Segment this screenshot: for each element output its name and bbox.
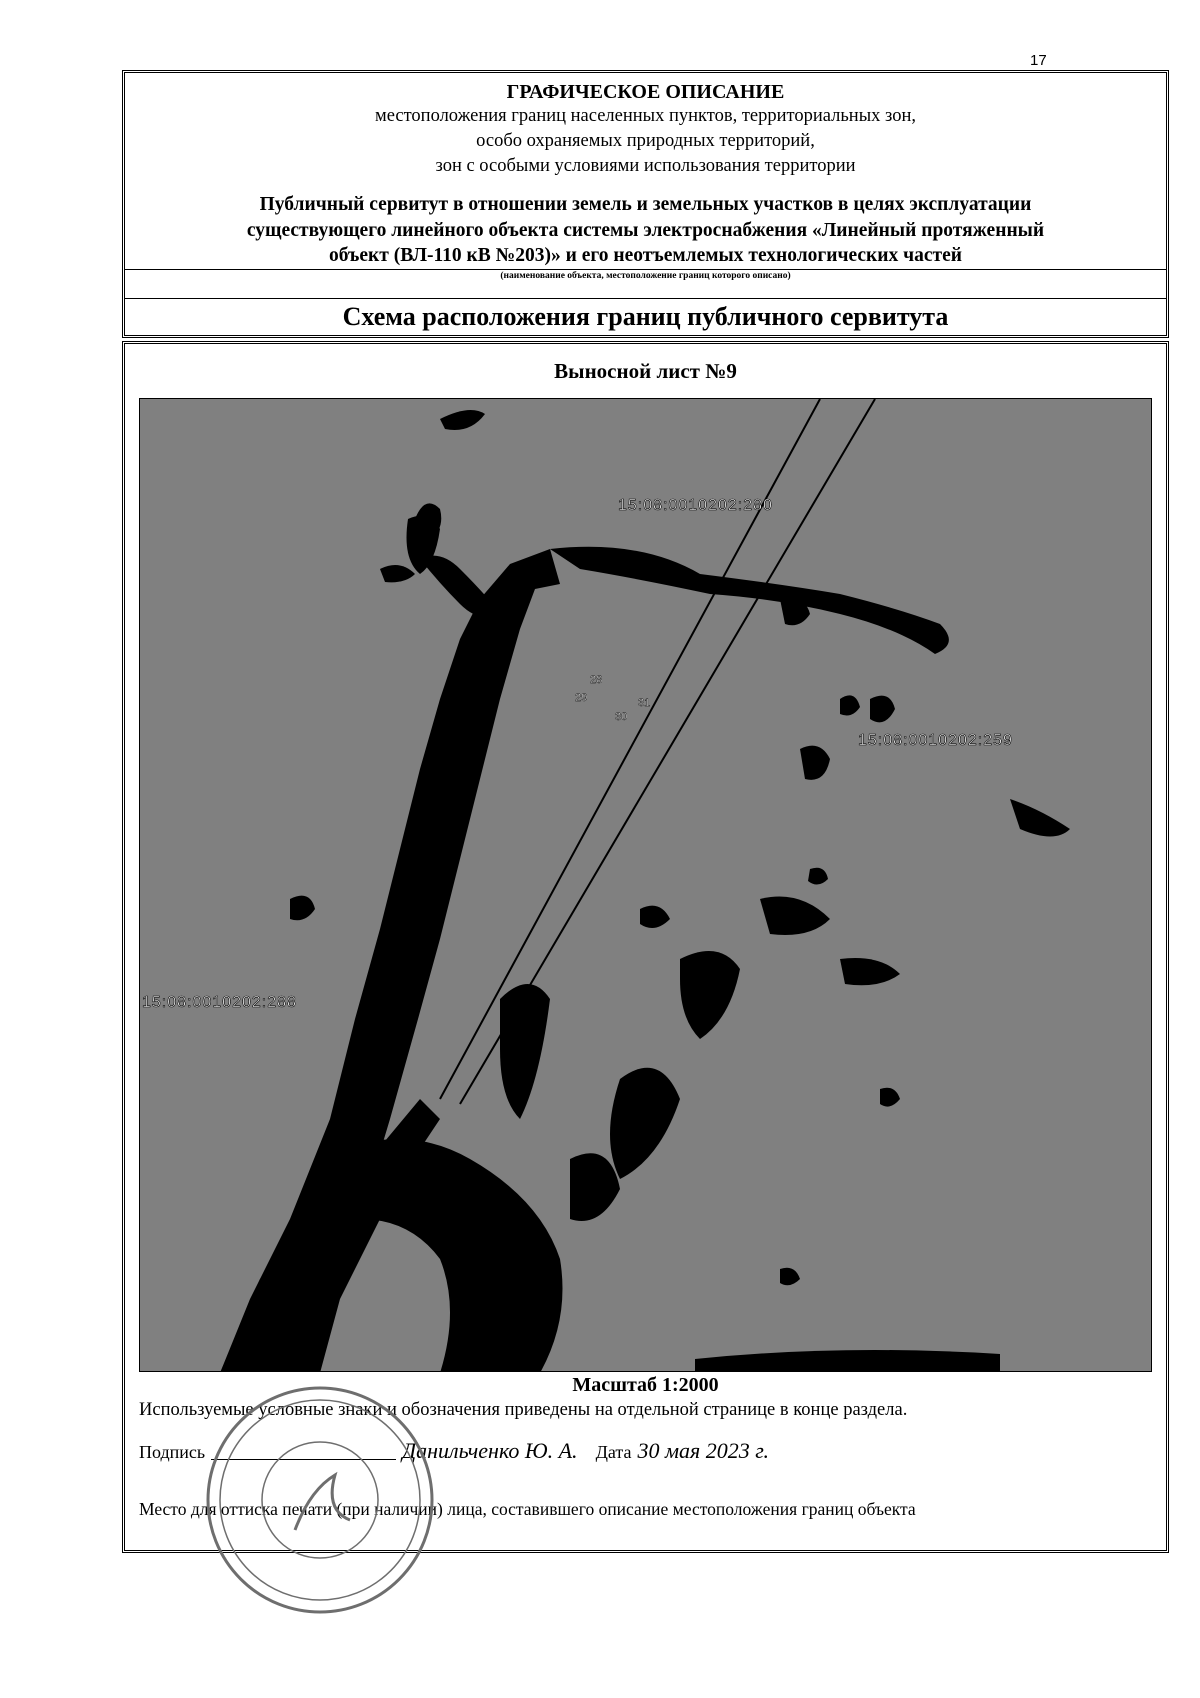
seal-stamp: [200, 1380, 440, 1620]
point-label: 30: [615, 711, 628, 723]
date-label: Дата: [595, 1442, 632, 1462]
object-name-line: Публичный сервитут в отношении земель и земельных участков в целях эксплуатации: [259, 194, 1032, 215]
map-drawing: [140, 399, 1152, 1372]
point-label: 29: [575, 692, 588, 704]
signature-label: Подпись: [139, 1442, 206, 1462]
document-title: ГРАФИЧЕСКОЕ ОПИСАНИЕ: [506, 81, 785, 103]
map-scale: Масштаб 1:2000: [572, 1374, 719, 1396]
page-number: 17: [1030, 52, 1047, 69]
subtitle-line: зон с особыми условиями использования территории: [435, 156, 856, 176]
scheme-title: Схема расположения границ публичного сервитута: [342, 302, 949, 331]
signer-name: Данильченко Ю. А.: [402, 1438, 578, 1463]
legend-note: Используемые условные знаки и обозначения приведены на отдельной странице в конце раздела.: [139, 1400, 908, 1420]
subtitle-line: особо охраняемых природных территорий,: [476, 131, 815, 151]
point-label: 31: [638, 697, 651, 709]
sheet-title: Выносной лист №9: [554, 359, 737, 383]
object-name-line: существующего линейного объекта системы электроснабжения «Линейный протяженный: [246, 220, 1045, 241]
object-name-line: объект (ВЛ-110 кВ №203)» и его неотъемлемых технологических частей: [328, 245, 962, 266]
divider: [125, 298, 1166, 299]
seal-place-note: Место для оттиска печати (при наличии) лица, составившего описание местоположения границ объекта: [139, 1499, 916, 1519]
header-block: [122, 70, 1169, 338]
parcel-number-label: 15:08:0010202:288: [142, 994, 297, 1011]
subtitle-line: местоположения границ населенных пунктов, территориальных зон,: [374, 106, 916, 126]
divider: [125, 269, 1166, 270]
parcel-number-label: 15:08:0010202:259: [858, 732, 1013, 749]
sheet-block: [122, 341, 1169, 1553]
object-caption: (наименование объекта, местоположение границ которого описано): [500, 271, 791, 281]
signature-date: 30 мая 2023 г.: [637, 1438, 770, 1463]
map-image: [139, 398, 1152, 1372]
point-label: 28: [590, 674, 603, 686]
parcel-number-label: 15:08:0010202:280: [618, 497, 773, 514]
